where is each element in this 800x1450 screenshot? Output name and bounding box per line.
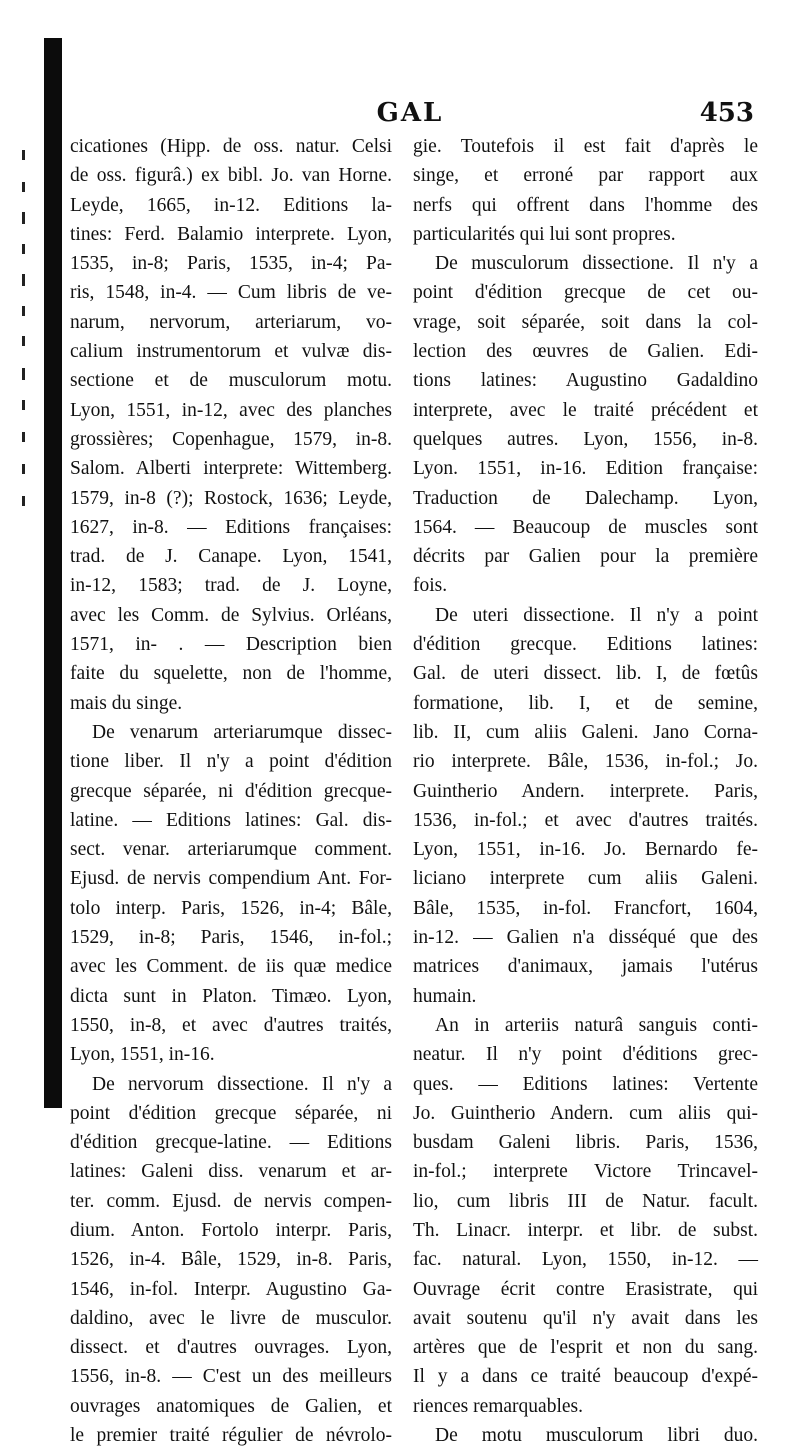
text-line: Ejusd. de nervis compendium Ant. For-	[70, 868, 392, 890]
text-line: lection des œuvres de Galien. Edi-	[413, 341, 758, 363]
text-line: Leyde, 1665, in-12. Editions la-	[70, 194, 392, 216]
text-line: 1564. — Beaucoup de muscles sont	[413, 516, 758, 538]
text-line: dium. Anton. Fortolo interpr. Paris,	[70, 1219, 392, 1241]
entry-heading: De musculorum dissectione. Il n'y a	[435, 253, 758, 275]
text-line: calium instrumentorum et vulvæ dis-	[70, 341, 392, 363]
entry-heading: De motu musculorum libri duo.	[435, 1425, 758, 1447]
text-line: riences remarquables.	[413, 1395, 583, 1417]
text-line: 1536, in-fol.; et avec d'autres traités.	[413, 809, 758, 831]
text-line: liciano interprete cum aliis Galeni.	[413, 868, 758, 890]
text-line: Guintherio Andern. interprete. Paris,	[413, 780, 758, 802]
text-line: Lyon, 1551, in-12, avec des planches	[70, 399, 392, 421]
text-line: 1579, in-8 (?); Rostock, 1636; Leyde,	[70, 487, 392, 509]
text-line: matrices d'animaux, jamais l'utérus	[413, 956, 758, 978]
text-line: daldino, avec le livre de musculor.	[70, 1307, 392, 1329]
text-line: nerfs qui offrent dans l'homme des	[413, 194, 758, 216]
text-line: dicta sunt in Platon. Timæo. Lyon,	[70, 985, 392, 1007]
text-line: interprete, avec le traité précédent et	[413, 399, 758, 421]
right-column	[413, 132, 758, 1450]
text-line: ris, 1548, in-4. — Cum libris de ve-	[70, 282, 392, 304]
text-line: in-12. — Galien n'a disséqué que des	[413, 927, 758, 949]
text-line: 1526, in-4. Bâle, 1529, in-8. Paris,	[70, 1249, 392, 1271]
text-line: vrage, soit séparée, soit dans la col-	[413, 311, 758, 333]
entry-heading: An in arteriis naturâ sanguis conti-	[435, 1014, 758, 1036]
text-line: 1571, in- . — Description bien	[70, 634, 392, 656]
page-number: 453	[699, 98, 754, 128]
text-line: sect. venar. arteriarumque comment.	[70, 839, 392, 861]
text-line: 1546, in-fol. Interpr. Augustino Ga-	[70, 1278, 392, 1300]
margin-marks	[0, 140, 40, 540]
text-line: avec les Comm. de Sylvius. Orléans,	[70, 604, 392, 626]
text-line: latines: Galeni diss. venarum et ar-	[70, 1161, 392, 1183]
text-line: Salom. Alberti interprete: Wittemberg.	[70, 458, 392, 480]
entry-heading: De nervorum dissectione. Il n'y a	[92, 1073, 392, 1095]
text-line: d'édition grecque. Editions latines:	[413, 634, 758, 656]
text-line: busdam Galeni libris. Paris, 1536,	[413, 1132, 758, 1154]
text-line: Lyon, 1551, in-16. Jo. Bernardo fe-	[413, 839, 758, 861]
text-line: Lyon, 1551, in-16.	[70, 1044, 215, 1066]
text-line: singe, et erroné par rapport aux	[413, 165, 758, 187]
entry-heading: De venarum arteriarumque dissec-	[92, 721, 392, 743]
text-line: avec les Comment. de iis quæ medice	[70, 956, 392, 978]
text-line: in-12, 1583; trad. de J. Loyne,	[70, 575, 392, 597]
text-line: tione liber. Il n'y a point d'édition	[70, 751, 392, 773]
text-line: point d'édition grecque de cet ou-	[413, 282, 758, 304]
text-line: lib. II, cum aliis Galeni. Jano Corna-	[413, 721, 758, 743]
page-binding-edge	[44, 38, 62, 1108]
text-line: Lyon. 1551, in-16. Edition française:	[413, 458, 758, 480]
text-line: artères que de l'esprit et non du sang.	[413, 1337, 758, 1359]
text-line: Ouvrage écrit contre Erasistrate, qui	[413, 1278, 758, 1300]
text-line: de oss. figurâ.) ex bibl. Jo. van Horne.	[70, 165, 392, 187]
left-column	[70, 132, 392, 1450]
text-line: 1535, in-8; Paris, 1535, in-4; Pa-	[70, 253, 392, 275]
text-line: humain.	[413, 985, 477, 1007]
text-line: dissect. et d'autres ouvrages. Lyon,	[70, 1337, 392, 1359]
text-line: le premier traité régulier de névrolo-	[70, 1425, 392, 1447]
text-line: tines: Ferd. Balamio interprete. Lyon,	[70, 223, 392, 245]
text-line: quelques autres. Lyon, 1556, in-8.	[413, 428, 758, 450]
text-line: faite du squelette, non de l'homme,	[70, 663, 392, 685]
text-line: formatione, lib. I, et de semine,	[413, 692, 758, 714]
text-line: tolo interp. Paris, 1526, in-4; Bâle,	[70, 897, 392, 919]
text-line: sectione et de musculorum motu.	[70, 370, 392, 392]
text-line: narum, nervorum, arteriarum, vo-	[70, 311, 392, 333]
text-line: Traduction de Dalechamp. Lyon,	[413, 487, 758, 509]
text-line: gie. Toutefois il est fait d'après le	[413, 136, 758, 157]
text-line: ter. comm. Ejusd. de nervis compen-	[70, 1190, 392, 1212]
text-line: tions latines: Augustino Gadaldino	[413, 370, 758, 392]
text-line: neatur. Il n'y point d'éditions grec-	[413, 1044, 758, 1066]
text-line: in-fol.; interprete Victore Trincavel-	[413, 1161, 758, 1183]
text-line: fac. natural. Lyon, 1550, in-12. —	[413, 1249, 758, 1271]
text-line: grossières; Copenhague, 1579, in-8.	[70, 428, 392, 450]
text-line: trad. de J. Canape. Lyon, 1541,	[70, 546, 392, 568]
text-line: 1556, in-8. — C'est un des meilleurs	[70, 1366, 392, 1388]
text-line: décrits par Galien pour la première	[413, 546, 758, 568]
text-line: d'édition grecque-latine. — Editions	[70, 1132, 392, 1154]
text-line: cicationes (Hipp. de oss. natur. Celsi	[70, 136, 392, 157]
text-line: Jo. Guintherio Andern. cum aliis qui-	[413, 1102, 758, 1124]
text-line: latine. — Editions latines: Gal. dis-	[70, 809, 392, 831]
text-line: rio interprete. Bâle, 1536, in-fol.; Jo.	[413, 751, 758, 773]
running-head-title: GAL	[376, 98, 444, 128]
text-line: avait soutenu qu'il n'y avait dans les	[413, 1307, 758, 1329]
text-line: mais du singe.	[70, 692, 183, 714]
text-line: Th. Linacr. interpr. et libr. de subst.	[413, 1219, 758, 1241]
text-line: 1529, in-8; Paris, 1546, in-fol.;	[70, 927, 392, 949]
text-line: ques. — Editions latines: Vertente	[413, 1073, 758, 1095]
text-line: particularités qui lui sont propres.	[413, 223, 676, 245]
text-line: 1627, in-8. — Editions françaises:	[70, 516, 392, 538]
text-line: ouvrages anatomiques de Galien, et	[70, 1395, 392, 1417]
text-line: Gal. de uteri dissect. lib. I, de fœtûs	[413, 663, 758, 685]
text-line: point d'édition grecque séparée, ni	[70, 1102, 392, 1124]
text-line: fois.	[413, 575, 448, 597]
text-line: 1550, in-8, et avec d'autres traités,	[70, 1014, 392, 1036]
entry-heading: De uteri dissectione. Il n'y a point	[435, 604, 758, 626]
text-line: grecque séparée, ni d'édition grecque-	[70, 780, 392, 802]
text-line: Bâle, 1535, in-fol. Francfort, 1604,	[413, 897, 758, 919]
text-line: lio, cum libris III de Natur. facult.	[413, 1190, 758, 1212]
text-line: Il y a dans ce traité beaucoup d'expé-	[413, 1366, 758, 1388]
